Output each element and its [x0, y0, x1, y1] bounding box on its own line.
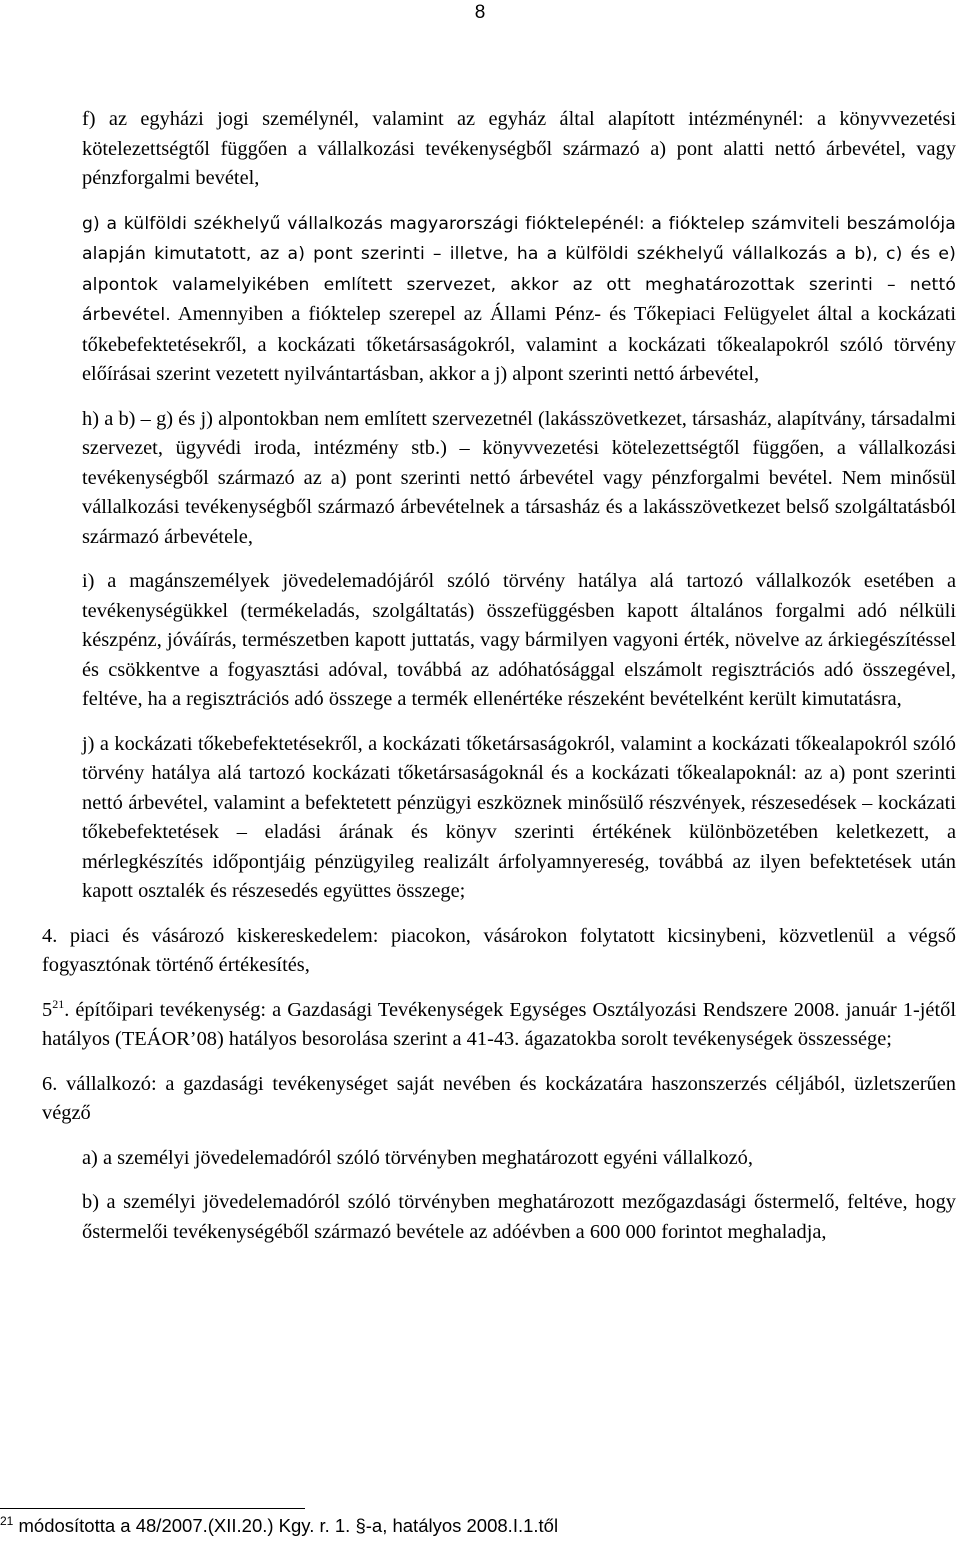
paragraph-f: f) az egyházi jogi személynél, valamint az egyház által alapított intézménynél: a könyvvezetési kötelezettségtől függően a vállalkozási tevékenységből származó a) pont alatti nettó árbevétel, vagy pénzforgalmi bevétel, — [82, 108, 956, 189]
paragraph-i: i) a magánszemélyek jövedelemadójáról szóló törvény hatálya alá tartozó vállalkozók esetében a tevékenységükkel (termékeladás, szolgáltatás) összefüggésben kapott általános forgalmi adó nélküli készpénz, jóváírás, természetben kapott juttatás, vagy bármilyen vagyoni érték, növelve az árkiegészítéssel és csökkentve a fogyasztási adóval, továbbá az adóhatósággal elszámolt regisztrációs adó összegével, feltéve, ha a regisztrációs adó összege a termék ellenértéke részeként bevételként került kimutatásra, — [82, 570, 956, 710]
paragraph-g-part1: g) a külföldi székhelyű vállalkozás magyarországi fióktelepénél: a fióktelep számviteli beszámolója alapján kimutatott, az a) pont szerinti – illetve, ha a külföldi székhelyű vállalkozás a b), c) és e) alpontok valamelyikében említett szervezet, akkor az ott meghatározottak szerinti – nettó árbevétel. — [82, 213, 956, 325]
paragraph-6a: a) a személyi jövedelemadóról szóló törvényben meghatározott egyéni vállalkozó, — [82, 1146, 753, 1169]
paragraph-g — [82, 209, 956, 390]
paragraph-5-text: . építőipari tevékenység: a Gazdasági Tevékenységek Egységes Osztályozási Rendszere 2008. január 1-jétől hatályos (TEÁOR’08) hatályos besorolása szerint a 41-43. ágazatokba sorolt tevékenységek összessége; — [42, 998, 956, 1050]
paragraph-5-number: 5 — [42, 998, 53, 1021]
paragraph-6: 6. vállalkozó: a gazdasági tevékenységet saját nevében és kockázatára haszonszerzés céljából, üzletszerűen végző — [42, 1072, 956, 1124]
page-number: 8 — [474, 2, 486, 23]
footnote — [0, 1514, 960, 1538]
paragraph-5 — [42, 996, 956, 1055]
footnote-separator — [0, 1508, 305, 1509]
paragraph-j: j) a kockázati tőkebefektetésekről, a kockázati tőketársaságokról, valamint a kockázati tőkealapokról szóló törvény hatálya alá tartozó kockázati tőketársaságoknál és a kockázati tőkealapoknál: az a) pont szerinti nettó árbevétel, valamint a befektetett pénzügyi eszköznek minősülő részvények, részesedések – kockázati tőkebefektetések – eladási árának és könyv szerinti értékének különbözetében keletkezett, a mérlegkészítés időpontjáig pénzügyileg realizált árfolyamnyereség, továbbá az ilyen befektetések után kapott osztalék és részesedés együttes összege; — [82, 732, 956, 902]
footnote-text: módosította a 48/2007.(XII.20.) Kgy. r. 1. §-a, hatályos 2008.I.1.től — [13, 1515, 559, 1536]
paragraph-6b: b) a személyi jövedelemadóról szóló törvényben meghatározott mezőgazdasági őstermelő, feltéve, hogy őstermelői tevékenységéből származó bevétele az adóévben a 600 000 forintot meghaladja, — [82, 1191, 956, 1243]
paragraph-4: 4. piaci és vásározó kiskereskedelem: piacokon, vásárokon folytatott kicsinybeni, közvetlenül a végső fogyasztónak történő értékesítés, — [42, 924, 956, 976]
paragraph-g-part2: Amennyiben a fióktelep szerepel az Állami Pénz- és Tőkepiaci Felügyelet által a kockázati tőkebefektetésekről, a kockázati tőketársaságokról, valamint a kockázati tőkealapokról szóló törvény előírásai szerint vezetett nyilvántartásban, akkor a j) alpont szerinti nettó árbevétel, — [82, 303, 956, 385]
footnote-ref-21[interactable]: 21 — [52, 996, 65, 1011]
document-body — [42, 105, 956, 1262]
paragraph-h: h) a b) – g) és j) alpontokban nem említett szervezetnél (lakásszövetkezet, társasház, alapítvány, társadalmi szervezet, ügyvédi iroda, intézmény stb.) – könyvvezetési kötelezettségtől függően, a vállalkozási tevékenységből származó az a) pont szerinti nettó árbevétel vagy pénzforgalmi bevétel. Nem minősül vállalkozási tevékenységből származó árbevételnek a társasház és a lakásszövetkezet belső szolgáltatásból származó árbevétele, — [82, 407, 956, 548]
footnote-number: 21 — [0, 1513, 14, 1528]
